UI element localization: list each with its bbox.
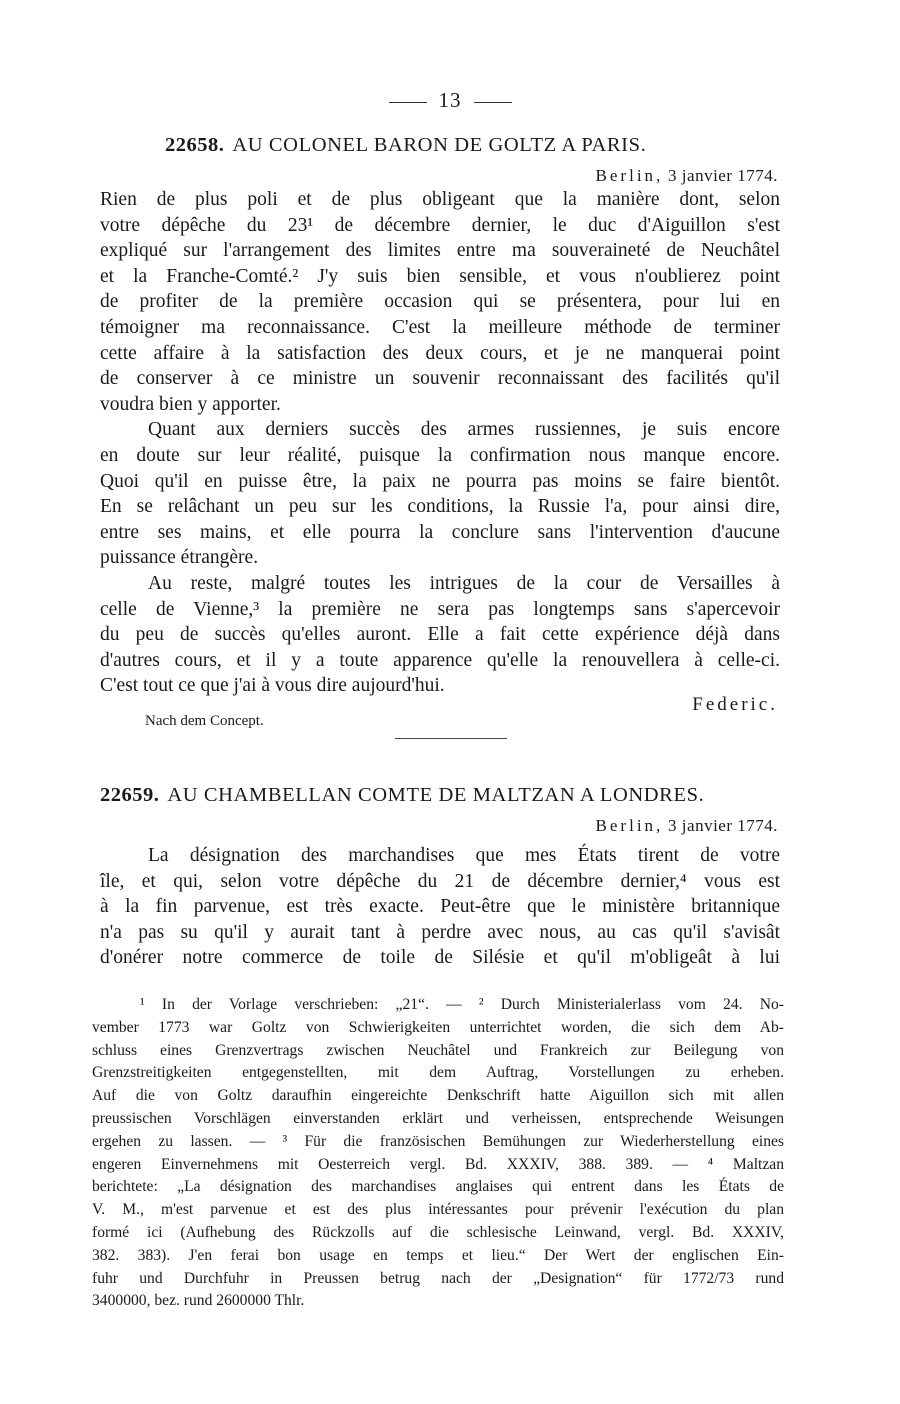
body-line: de conserver à ce ministre un souvenir reconnaissant des facilités qu'il [100,368,780,390]
body-line: Au reste, malgré toutes les intrigues de la cour de Versailles à [148,572,780,594]
page-number: 13 [0,88,900,113]
body-line: en doute sur leur réalité, puisque la confirmation nous manque encore. [100,444,780,466]
body-line: d'onérer notre commerce de toile de Silésie et qu'il m'obligeât à lui [100,947,780,969]
body-line: expliqué sur l'arrangement des limites entre ma souveraineté de Neuchâtel [100,240,780,262]
section-divider [395,738,507,739]
letter-dateline [596,166,778,186]
footnote-line: Grenzstreitigkeiten entgegenstellten, mit dem Auftrag, Vorstellungen zu erheben. [92,1064,784,1082]
body-line: En se relâchant un peu sur les conditions, la Russie l'a, pour ainsi dire, [100,496,780,518]
body-line: du peu de succès qu'elles auront. Elle a fait cette expérience déjà dans [100,624,780,646]
body-line: n'a pas su qu'il y aurait tant à perdre avec nous, au cas qu'il s'avisât [100,921,780,943]
footnote-line: formé ici (Aufhebung des Rückzolls auf die schlesische Leinwand, vergl. Bd. XXXIV, [92,1223,784,1241]
body-line: île, et qui, selon votre dépêche du 21 de décembre dernier,⁴ vous est [100,870,780,892]
page-number-rule-right [474,102,512,103]
source-note: Nach dem Concept. [145,713,264,729]
letter-number: 22658. [165,134,225,156]
letter-body [100,187,780,699]
body-line: Quant aux derniers succès des armes russiennes, je suis encore [148,419,780,441]
letter-heading [100,784,790,807]
letter-number: 22659. [100,784,160,806]
dateline-city: Berlin, [595,166,664,185]
footnote-line: fuhr und Durchfuhr in Preussen betrug nach der „Designation“ für 1772/73 rund [92,1269,784,1287]
footnote-line: schluss eines Grenzvertrags zwischen Neuchâtel und Frankreich zur Beilegung von [92,1041,784,1059]
body-line: C'est tout ce que j'ai à vous dire aujourd'hui. [100,675,445,697]
dateline-date: 3 janvier 1774. [668,166,778,185]
letter-title: AU CHAMBELLAN COMTE DE MALTZAN A LONDRES. [167,784,705,806]
body-line: et la Franche-Comté.² J'y suis bien sensible, et vous n'oublierez point [100,265,780,287]
dateline-date: 3 janvier 1774. [668,816,778,835]
letter-body [100,843,780,971]
footnote-line: preussischen Vorschlägen einverstanden erklärt und verheissen, entsprechende Weisungen [92,1109,784,1127]
footnote-line: Auf die von Goltz daraufhin eingereichte Denkschrift hatte Aiguillon sich mit allen [92,1087,784,1105]
body-line: puissance étrangère. [100,547,259,569]
body-line: votre dépêche du 23¹ de décembre dernier, le duc d'Aiguillon s'est [100,214,780,236]
footnote-line: V. M., m'est parvenue et est des plus intéressantes pour prévenir l'exécution du plan [92,1201,784,1219]
page-number-rule-left [389,102,427,103]
body-line: témoigner ma reconnaissance. C'est la meilleure méthode de terminer [100,316,780,338]
footnote-line: engeren Einvernehmens mit Oesterreich vergl. Bd. XXXIV, 388. 389. — ⁴ Maltzan [92,1155,784,1173]
body-line: entre ses mains, et elle pourra la conclure sans l'intervention d'aucune [100,521,780,543]
body-line: cette affaire à la satisfaction des deux cours, et je ne manquerai point [100,342,780,364]
footnote-line: ¹ In der Vorlage verschrieben: „21“. — ² Durch Ministerialerlass vom 24. No- [140,996,784,1013]
footnote-line: vember 1773 war Goltz von Schwierigkeiten unterrichtet worden, die sich dem Ab- [92,1018,784,1036]
footnote-line: berichtete: „La désignation des marchandises anglaises qui entrent dans les États de [92,1178,784,1196]
letter-heading [165,134,855,157]
body-line: Rien de plus poli et de plus obligeant que la manière dont, selon [100,189,780,210]
signature: Federic. [692,694,778,715]
body-line: celle de Vienne,³ la première ne sera pas longtemps sans s'apercevoir [100,598,780,620]
footnote-line: ergehen zu lassen. — ³ Für die französischen Bemühungen zur Wiederherstellung eines [92,1132,784,1150]
footnotes [92,994,784,1313]
body-line: d'autres cours, et il y a toute apparence qu'elle la renouvellera à celle-ci. [100,649,780,671]
footnote-line: 3400000, bez. rund 2600000 Thlr. [92,1292,305,1310]
body-line: voudra bien y apporter. [100,393,281,415]
letter-dateline [596,816,778,836]
body-line: La désignation des marchandises que mes États tirent de votre [148,845,780,866]
footnote-line: 382. 383). J'en ferai bon usage en temps et lieu.“ Der Wert der englischen Ein- [92,1246,784,1264]
body-line: Quoi qu'il en puisse être, la paix ne pourra pas moins se faire bientôt. [100,470,780,492]
body-line: à la fin parvenue, est très exacte. Peut-être que le ministère britannique [100,896,780,918]
body-line: de profiter de la première occasion qui se présentera, pour lui en [100,291,780,313]
letter-title: AU COLONEL BARON DE GOLTZ A PARIS. [232,134,647,156]
dateline-city: Berlin, [595,816,664,835]
